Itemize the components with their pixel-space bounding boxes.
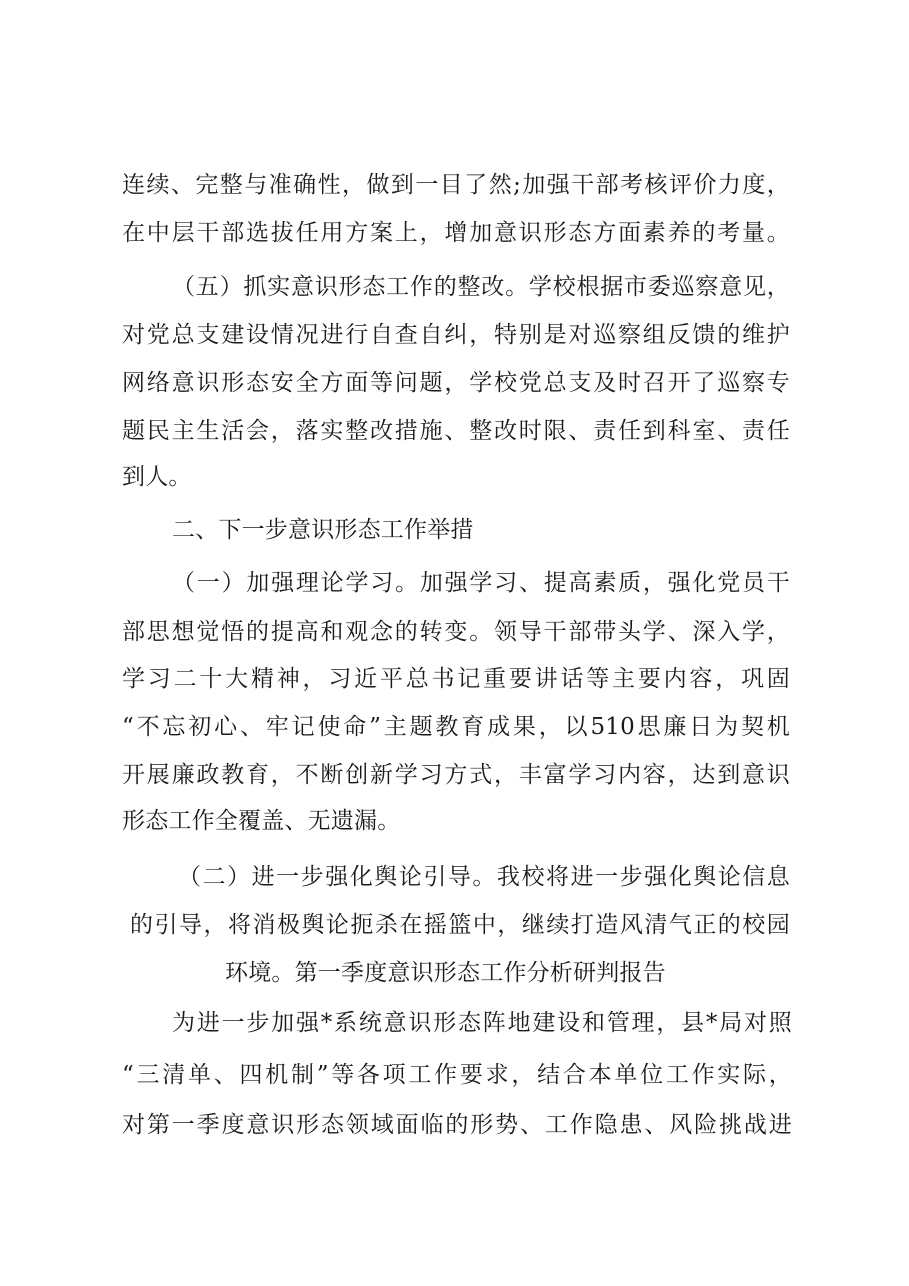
body-text-line: 对第一季度意识形态领域面临的形势、工作隐患、风险挑战进 <box>122 1112 792 1138</box>
body-text-line: 的引导，将消极舆论扼杀在摇篮中，继续打造风清气正的校园 <box>130 912 790 938</box>
body-text-line: 对党总支建设情况进行自查自纠，特别是对巡察组反馈的维护 <box>122 322 790 348</box>
body-text-line: “三清单、四机制”等各项工作要求，结合本单位工作实际， <box>122 1062 792 1088</box>
paragraph-heading-line: （一）加强理论学习。加强学习、提高素质，强化党员干 <box>172 570 790 596</box>
paragraph-heading-line: （五）抓实意识形态工作的整改。学校根据市委巡察意见， <box>172 274 790 300</box>
body-text-line: 学习二十大精神，习近平总书记重要讲话等主要内容，巩固 <box>122 666 790 692</box>
body-text-line: “不忘初心、牢记使命”主题教育成果，以510思廉日为契机 <box>122 714 790 740</box>
body-text-line: 到人。 <box>122 464 192 490</box>
paragraph-heading-line: （二）进一步强化舆论引导。我校将进一步强化舆论信息 <box>178 864 790 890</box>
body-text-line: 题民主生活会，落实整改措施、整改时限、责任到科室、责任 <box>122 418 790 444</box>
report-title-line: 环境。第一季度意识形态工作分析研判报告 <box>225 960 666 986</box>
section-heading: 二、下一步意识形态工作举措 <box>172 517 474 543</box>
body-text-line: 部思想觉悟的提高和观念的转变。领导干部带头学、深入学， <box>122 619 790 645</box>
body-text-line: 连续、完整与准确性，做到一目了然;加强干部考核评价力度， <box>122 172 790 198</box>
body-text-line: 在中层干部选拔任用方案上，增加意识形态方面素养的考量。 <box>122 220 790 246</box>
body-text-line: 开展廉政教育，不断创新学习方式，丰富学习内容，达到意识 <box>122 762 790 788</box>
body-text-line: 形态工作全覆盖、无遗漏。 <box>122 808 401 834</box>
body-text-line: 网络意识形态安全方面等问题，学校党总支及时召开了巡察专 <box>122 370 790 396</box>
body-text-line: 为进一步加强*系统意识形态阵地建设和管理，县*局对照 <box>172 1010 792 1036</box>
